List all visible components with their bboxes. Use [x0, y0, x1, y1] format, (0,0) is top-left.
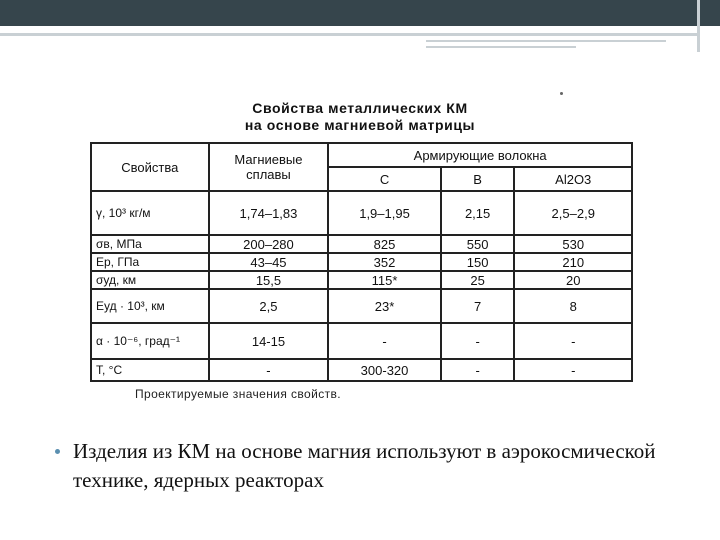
- cell: 550: [441, 235, 515, 253]
- cell: 14-15: [209, 323, 329, 359]
- cell: 1,9–1,95: [328, 191, 440, 235]
- decor-stripe: [426, 46, 576, 48]
- bullet-text: Изделия из КМ на основе магния используют в аэрокосмической технике, ядерных реакторах: [73, 439, 656, 492]
- row-param: σв, МПа: [91, 235, 209, 253]
- properties-table: [90, 142, 633, 382]
- cell: 15,5: [209, 271, 329, 289]
- header-reinforcing-fibers: Армирующие волокна: [328, 143, 632, 167]
- cell: 300-320: [328, 359, 440, 381]
- cell: 825: [328, 235, 440, 253]
- table-title-line-1: Свойства металлических КМ: [252, 100, 468, 116]
- subheader-b: B: [441, 167, 515, 191]
- subheader-c: C: [328, 167, 440, 191]
- table-row: [91, 359, 632, 381]
- cell: 210: [514, 253, 632, 271]
- header-magnesium-alloys: Магниевые сплавы: [209, 143, 329, 191]
- cell: 23*: [328, 289, 440, 323]
- cell: -: [209, 359, 329, 381]
- row-param: T, °C: [91, 359, 209, 381]
- table-row: [91, 253, 632, 271]
- table-row: [91, 235, 632, 253]
- row-param: α · 10⁻⁶, град⁻¹: [91, 323, 209, 359]
- table-row: [91, 323, 632, 359]
- cell: 352: [328, 253, 440, 271]
- header-properties: Свойства: [91, 143, 209, 191]
- bullet-item: [55, 437, 695, 495]
- cell: 530: [514, 235, 632, 253]
- decor-stripe: [0, 33, 697, 36]
- table-title: [150, 100, 570, 134]
- table-row: [91, 271, 632, 289]
- row-param: σуд, км: [91, 271, 209, 289]
- cell: 43–45: [209, 253, 329, 271]
- cell: -: [514, 359, 632, 381]
- cell: 2,15: [441, 191, 515, 235]
- decor-stripe: [426, 40, 666, 42]
- table-header-row: [91, 143, 632, 167]
- cell: 20: [514, 271, 632, 289]
- cell: -: [514, 323, 632, 359]
- row-param: γ, 10³ кг/м: [91, 191, 209, 235]
- cell: -: [441, 323, 515, 359]
- table-footnote: Проектируемые значения свойств.: [135, 387, 342, 401]
- cell: 8: [514, 289, 632, 323]
- cell: 200–280: [209, 235, 329, 253]
- cell: 1,74–1,83: [209, 191, 329, 235]
- bullet-icon: [55, 449, 60, 454]
- cell: 2,5: [209, 289, 329, 323]
- cell: 25: [441, 271, 515, 289]
- subheader-al2o3: Al2O3: [514, 167, 632, 191]
- row-param: Eр, ГПа: [91, 253, 209, 271]
- table-title-line-2: на основе магниевой матрицы: [244, 117, 476, 133]
- cell: -: [441, 359, 515, 381]
- decor-dot: [560, 92, 563, 95]
- cell: 150: [441, 253, 515, 271]
- row-param: Eуд · 10³, км: [91, 289, 209, 323]
- table-row: [91, 289, 632, 323]
- decor-line: [697, 0, 700, 52]
- cell: 115*: [328, 271, 440, 289]
- cell: 7: [441, 289, 515, 323]
- cell: 2,5–2,9: [514, 191, 632, 235]
- cell: -: [328, 323, 440, 359]
- table-row: [91, 191, 632, 235]
- top-band: [0, 0, 720, 26]
